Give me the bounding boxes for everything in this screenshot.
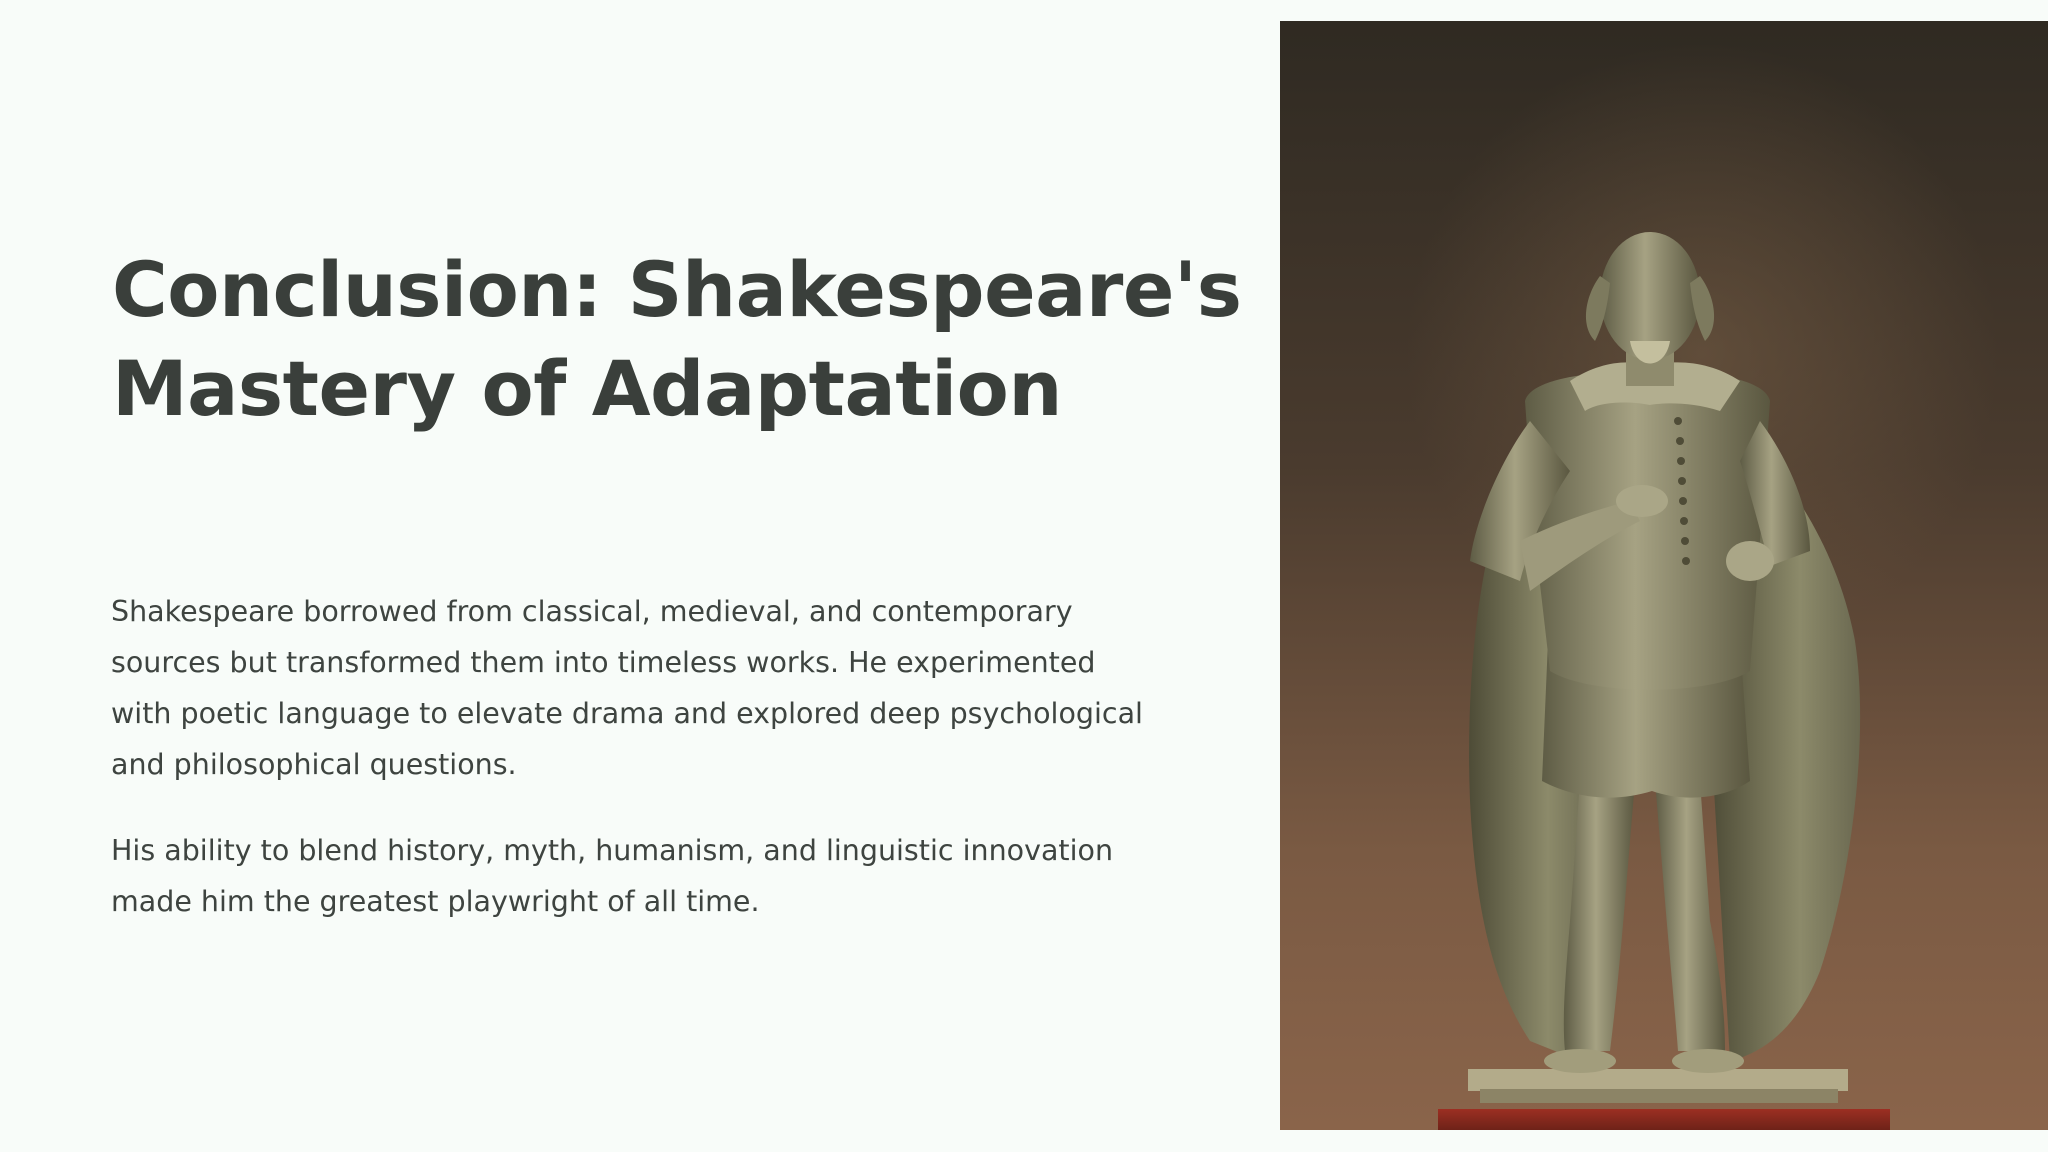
body-paragraph-1 [111,586,1191,790]
title-line-2: Mastery of Adaptation [112,344,1062,433]
shakespeare-statue-image [1280,21,2048,1130]
plinth-base [1438,1109,1890,1130]
paragraph-1-line-1: Shakespeare borrowed from classical, medieval, and contemporary [111,595,1073,628]
slide-title [112,240,1242,438]
plinth-top [1468,1069,1848,1091]
paragraph-1-line-2: sources but transformed them into timeless works. He experimented [111,646,1096,679]
paragraph-2-line-2: made him the greatest playwright of all time. [111,885,760,918]
body-paragraph-2 [111,825,1191,927]
title-line-1: Conclusion: Shakespeare's [112,245,1242,334]
paragraph-2-line-1: His ability to blend history, myth, humanism, and linguistic innovation [111,834,1114,867]
statue-illustration [1280,21,2048,1130]
paragraph-1-line-3: with poetic language to elevate drama and explored deep psychological [111,697,1143,730]
paragraph-1-line-4: and philosophical questions. [111,748,517,781]
statue-head [1600,232,1700,360]
